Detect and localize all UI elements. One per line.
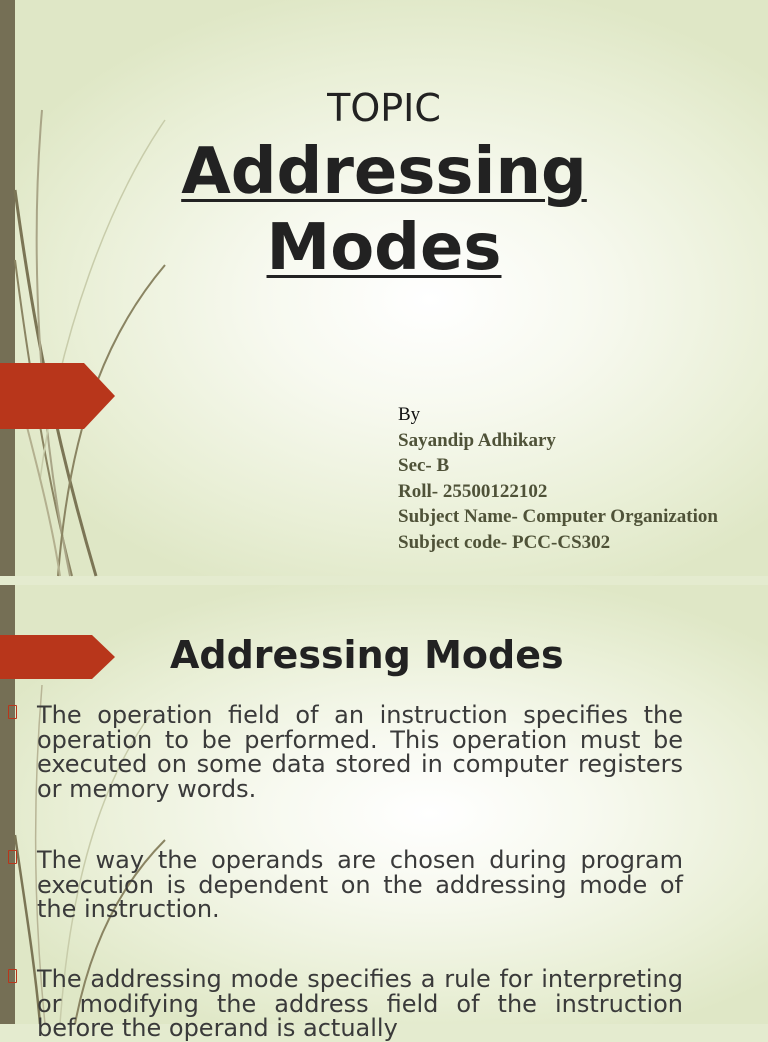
accent-tab [0,635,115,679]
author-section: Sec- B [398,455,450,476]
title-line-2: Modes [266,211,502,285]
content-slide [0,585,768,1042]
subject-name: Subject Name- Computer Organization [398,506,718,527]
subject-code: Subject code- PCC-CS302 [398,531,611,553]
title-line-1: Addressing [181,135,587,209]
bullet-marker-icon [8,850,17,864]
bullet-marker-icon [8,705,17,719]
slide-heading: Addressing Modes [170,633,564,677]
author-name: Sayandip Adhikary [398,429,556,451]
accent-tab [0,363,115,429]
topic-label: TOPIC [327,86,441,130]
bullet-text: The addressing mode specifies a rule for interpreting or modifying the address field of the instruction before the operand is actually [37,965,683,1042]
bullet-text: The way the operands are chosen during program execution is dependent on the addressing mode of the instruction. [37,846,683,923]
author-roll: Roll- 25500122102 [398,480,548,502]
bullet-text: The operation field of an instruction specifies the operation to be performed. This operation must be executed on some data stored in computer registers or memory words. [37,701,683,803]
slide-title [0,134,768,286]
bullet-marker-icon [8,969,17,983]
author-info [398,402,718,555]
author-by: By [398,404,421,425]
